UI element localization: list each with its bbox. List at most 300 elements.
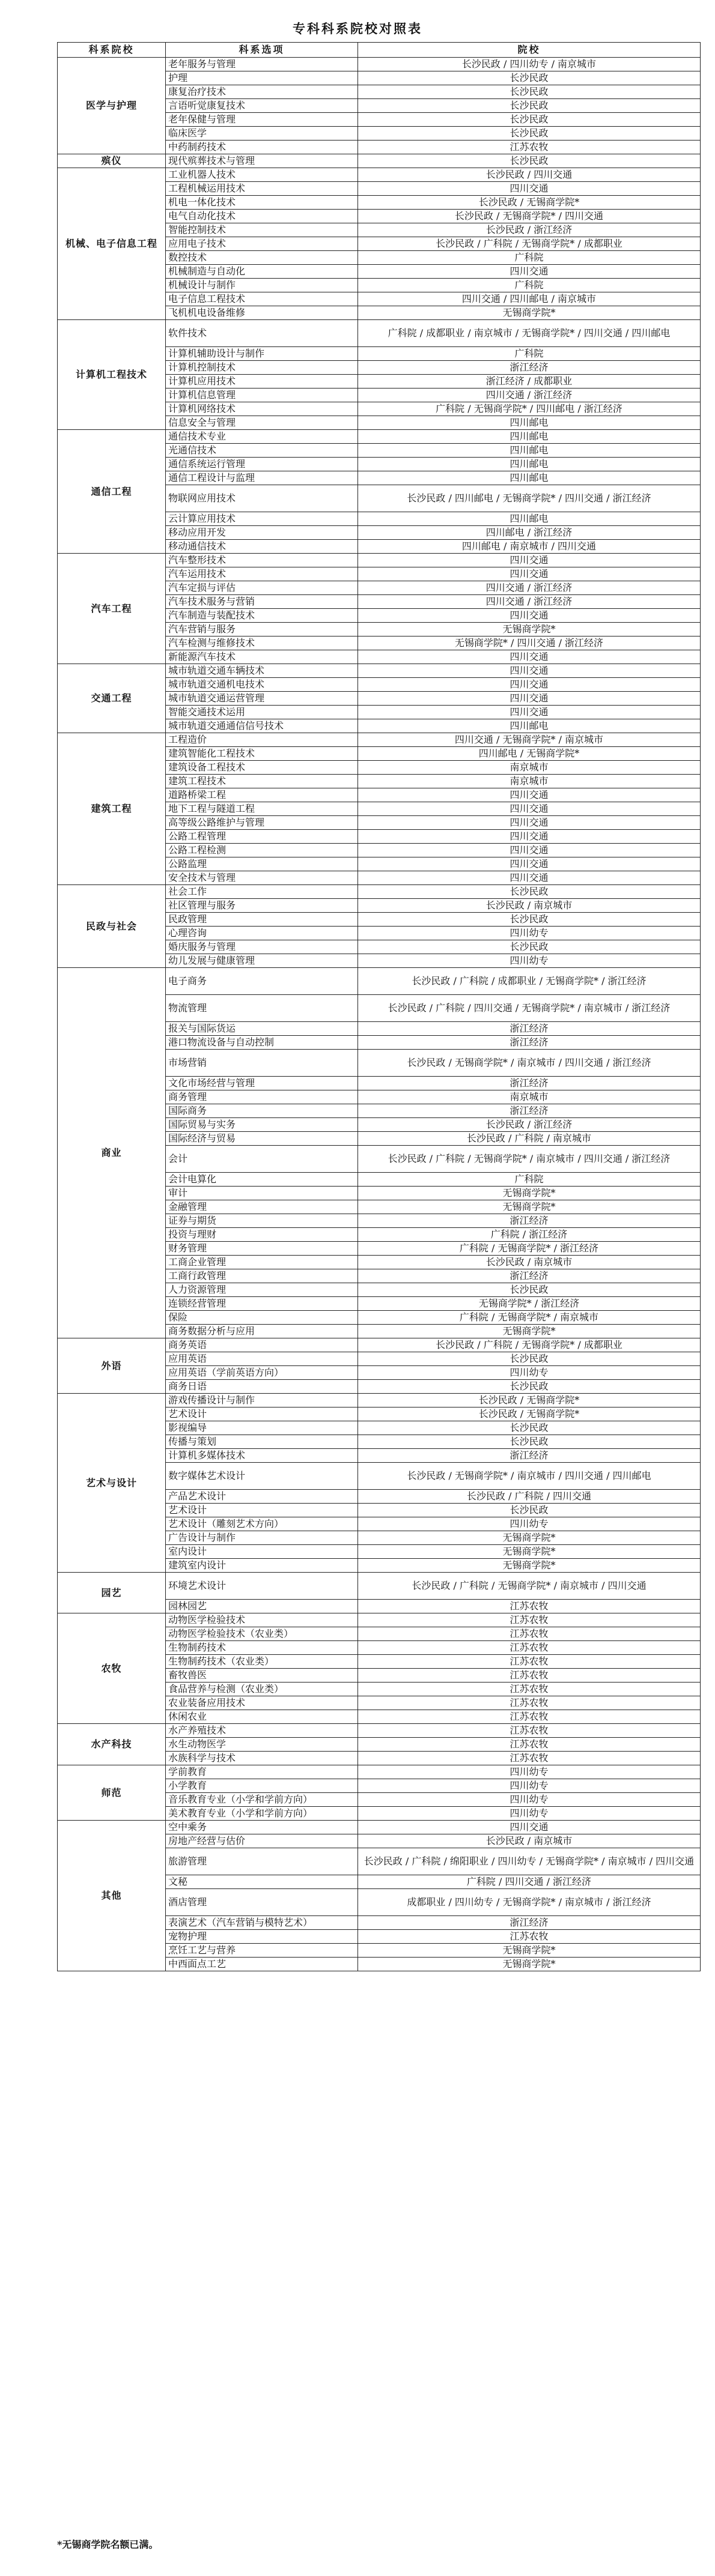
college-cell: 广科院 [358,279,701,292]
major-cell: 地下工程与隧道工程 [166,802,358,816]
college-cell: 长沙民政 / 四川幼专 / 南京城市 [358,58,701,71]
college-cell: 四川交通 [358,788,701,802]
college-cell: 四川交通 [358,265,701,279]
college-cell: 浙江经济 [358,1269,701,1283]
table-row [58,58,701,71]
college-cell: 长沙民政 [358,127,701,141]
major-cell: 工业机器人技术 [166,168,358,182]
college-cell: 四川交通 [358,182,701,196]
college-cell: 浙江经济 [358,1036,701,1050]
major-cell: 幼儿发展与健康管理 [166,954,358,968]
college-cell: 广科院 / 无锡商学院* / 四川邮电 / 浙江经济 [358,402,701,416]
table-row [58,1394,701,1407]
college-cell: 长沙民政 [358,1352,701,1366]
major-cell: 城市轨道交通机电技术 [166,678,358,692]
college-cell: 四川幼专 [358,1517,701,1531]
major-cell: 计算机信息管理 [166,389,358,402]
header-major: 科系选项 [166,43,358,58]
college-cell: 四川邮电 [358,416,701,430]
major-cell: 通信技术专业 [166,430,358,444]
college-cell: 四川交通 / 浙江经济 [358,389,701,402]
category-cell: 其他 [58,1821,166,1971]
major-cell: 农业装备应用技术 [166,1696,358,1710]
major-cell: 高等级公路维护与管理 [166,816,358,830]
college-cell: 无锡商学院* / 四川交通 / 浙江经济 [358,636,701,650]
college-cell: 长沙民政 / 无锡商学院* / 南京城市 / 四川交通 / 四川邮电 [358,1463,701,1490]
college-cell: 广科院 [358,251,701,265]
category-cell: 汽车工程 [58,554,166,664]
major-cell: 电子商务 [166,968,358,995]
major-cell: 建筑室内设计 [166,1559,358,1573]
major-cell: 机电一体化技术 [166,196,358,210]
college-cell: 浙江经济 [358,1022,701,1036]
major-cell: 建筑设备工程技术 [166,761,358,775]
major-cell: 水族科学与技术 [166,1752,358,1765]
college-cell: 长沙民政 [358,1435,701,1449]
major-cell: 宠物护理 [166,1930,358,1944]
major-cell: 智能交通技术运用 [166,706,358,719]
category-cell: 交通工程 [58,664,166,733]
college-cell: 广科院 [358,1173,701,1187]
major-cell: 中药制药技术 [166,141,358,154]
major-cell: 文化市场经营与管理 [166,1077,358,1090]
college-cell: 四川交通 [358,664,701,678]
major-cell: 康复治疗技术 [166,85,358,99]
college-cell: 江苏农牧 [358,1724,701,1738]
major-cell: 汽车制造与装配技术 [166,609,358,623]
major-cell: 汽车运用技术 [166,567,358,581]
major-cell: 小学教育 [166,1779,358,1793]
table-row [58,430,701,444]
college-cell: 无锡商学院* [358,1545,701,1559]
college-cell: 四川交通 / 浙江经济 [358,581,701,595]
major-cell: 畜牧兽医 [166,1669,358,1683]
category-cell: 计算机工程技术 [58,320,166,430]
college-cell: 四川交通 [358,802,701,816]
major-cell: 物流管理 [166,995,358,1022]
college-cell: 无锡商学院* [358,1325,701,1338]
major-cell: 公路监理 [166,857,358,871]
college-cell: 长沙民政 / 广科院 / 四川交通 [358,1490,701,1504]
major-cell: 表演艺术（汽车营销与模特艺术） [166,1916,358,1930]
major-cell: 计算机应用技术 [166,375,358,389]
major-cell: 新能源汽车技术 [166,650,358,664]
college-cell: 浙江经济 / 成都职业 [358,375,701,389]
major-cell: 金融管理 [166,1200,358,1214]
college-cell: 无锡商学院* [358,1944,701,1958]
college-cell: 四川交通 / 浙江经济 [358,595,701,609]
college-cell: 广科院 / 四川交通 / 浙江经济 [358,1875,701,1889]
category-cell: 民政与社会 [58,885,166,968]
major-cell: 学前教育 [166,1765,358,1779]
major-cell: 临床医学 [166,127,358,141]
college-cell: 四川交通 [358,567,701,581]
major-cell: 证券与期货 [166,1214,358,1228]
major-cell: 城市轨道交通通信信号技术 [166,719,358,733]
major-cell: 计算机网络技术 [166,402,358,416]
major-cell: 机械制造与自动化 [166,265,358,279]
college-cell: 南京城市 [358,775,701,788]
college-cell: 长沙民政 [358,85,701,99]
college-cell: 广科院 / 浙江经济 [358,1228,701,1242]
table-row [58,885,701,899]
college-cell: 四川交通 / 四川邮电 / 南京城市 [358,292,701,306]
major-cell: 计算机多媒体技术 [166,1449,358,1463]
major-cell: 水生动物医学 [166,1738,358,1752]
college-cell: 四川邮电 [358,719,701,733]
major-cell: 应用英语 [166,1352,358,1366]
college-cell: 长沙民政 / 南京城市 [358,899,701,913]
college-cell: 南京城市 [358,761,701,775]
major-cell: 城市轨道交通运营管理 [166,692,358,706]
table-row [58,733,701,747]
category-cell: 医学与护理 [58,58,166,154]
table-row [58,664,701,678]
college-cell: 江苏农牧 [358,1627,701,1641]
table-row [58,320,701,347]
major-cell: 老年保健与管理 [166,113,358,127]
category-cell: 机械、电子信息工程 [58,168,166,320]
college-cell: 长沙民政 [358,71,701,85]
major-cell: 中西面点工艺 [166,1958,358,1971]
footnote: *无锡商学院名额已满。 [57,2539,159,2550]
college-cell: 浙江经济 [358,1077,701,1090]
college-cell: 广科院 / 无锡商学院* / 浙江经济 [358,1242,701,1256]
major-cell: 生物制药技术（农业类） [166,1655,358,1669]
college-cell: 江苏农牧 [358,1641,701,1655]
college-cell: 无锡商学院* [358,1200,701,1214]
major-cell: 计算机控制技术 [166,361,358,375]
major-cell: 汽车整形技术 [166,554,358,567]
major-cell: 市场营销 [166,1050,358,1077]
major-cell: 动物医学检验技术 [166,1613,358,1627]
major-cell: 智能控制技术 [166,223,358,237]
college-cell: 长沙民政 / 浙江经济 [358,1118,701,1132]
major-cell: 言语听觉康复技术 [166,99,358,113]
college-cell: 成都职业 / 四川幼专 / 无锡商学院* / 南京城市 / 浙江经济 [358,1889,701,1916]
major-cell: 国际贸易与实务 [166,1118,358,1132]
major-cell: 投资与理财 [166,1228,358,1242]
college-cell: 江苏农牧 [358,1752,701,1765]
college-cell: 长沙民政 [358,885,701,899]
major-cell: 老年服务与管理 [166,58,358,71]
college-cell: 长沙民政 / 无锡商学院* / 四川交通 [358,210,701,223]
college-cell: 广科院 / 无锡商学院* / 南京城市 [358,1311,701,1325]
college-cell: 四川交通 [358,706,701,719]
table-row [58,1338,701,1352]
major-cell: 会计电算化 [166,1173,358,1187]
college-cell: 江苏农牧 [358,1696,701,1710]
college-cell: 无锡商学院* [358,623,701,636]
college-cell: 四川交通 [358,857,701,871]
college-cell: 浙江经济 [358,1449,701,1463]
college-cell: 长沙民政 [358,913,701,927]
major-cell: 云计算应用技术 [166,512,358,526]
college-cell: 长沙民政 / 浙江经济 [358,223,701,237]
category-cell: 商业 [58,968,166,1338]
major-cell: 汽车营销与服务 [166,623,358,636]
college-cell: 四川交通 [358,871,701,885]
major-cell: 艺术设计 [166,1407,358,1421]
category-cell: 艺术与设计 [58,1394,166,1573]
page-title: 专科科系院校对照表 [293,21,422,36]
category-cell: 建筑工程 [58,733,166,885]
major-cell: 社区管理与服务 [166,899,358,913]
header-category: 科系院校 [58,43,166,58]
major-cell: 建筑工程技术 [166,775,358,788]
college-cell: 四川交通 / 无锡商学院* / 南京城市 [358,733,701,747]
college-cell: 长沙民政 [358,1421,701,1435]
college-cell: 无锡商学院* / 浙江经济 [358,1297,701,1311]
college-cell: 长沙民政 [358,154,701,168]
college-cell: 四川交通 [358,554,701,567]
major-cell: 文秘 [166,1875,358,1889]
major-cell: 烹饪工艺与营养 [166,1944,358,1958]
major-cell: 审计 [166,1187,358,1200]
major-cell: 机械设计与制作 [166,279,358,292]
major-cell: 公路工程检测 [166,844,358,857]
major-cell: 汽车检测与维修技术 [166,636,358,650]
college-cell: 长沙民政 / 四川邮电 / 无锡商学院* / 四川交通 / 浙江经济 [358,485,701,512]
major-cell: 广告设计与制作 [166,1531,358,1545]
major-cell: 婚庆服务与管理 [166,940,358,954]
major-cell: 计算机辅助设计与制作 [166,347,358,361]
category-cell: 水产科技 [58,1724,166,1765]
major-cell: 影视编导 [166,1421,358,1435]
major-cell: 现代殡葬技术与管理 [166,154,358,168]
category-cell: 外语 [58,1338,166,1394]
college-major-table [57,42,701,1971]
college-cell: 浙江经济 [358,1214,701,1228]
college-cell: 长沙民政 / 广科院 / 南京城市 [358,1132,701,1146]
major-cell: 数控技术 [166,251,358,265]
major-cell: 旅游管理 [166,1848,358,1875]
major-cell: 产品艺术设计 [166,1490,358,1504]
major-cell: 会计 [166,1146,358,1173]
major-cell: 音乐教育专业（小学和学前方向） [166,1793,358,1807]
college-cell: 四川邮电 [358,471,701,485]
major-cell: 社会工作 [166,885,358,899]
college-cell: 长沙民政 [358,1283,701,1297]
college-cell: 江苏农牧 [358,1669,701,1683]
major-cell: 安全技术与管理 [166,871,358,885]
major-cell: 房地产经营与估价 [166,1834,358,1848]
major-cell: 美术教育专业（小学和学前方向） [166,1807,358,1821]
major-cell: 室内设计 [166,1545,358,1559]
college-cell: 浙江经济 [358,1104,701,1118]
header-college: 院校 [358,43,701,58]
major-cell: 物联网应用技术 [166,485,358,512]
college-cell: 四川交通 [358,816,701,830]
college-cell: 长沙民政 / 南京城市 [358,1256,701,1269]
college-cell: 南京城市 [358,1090,701,1104]
category-cell: 农牧 [58,1613,166,1724]
college-cell: 四川幼专 [358,927,701,940]
major-cell: 商务管理 [166,1090,358,1104]
major-cell: 动物医学检验技术（农业类） [166,1627,358,1641]
category-cell: 园艺 [58,1573,166,1613]
college-cell: 长沙民政 [358,99,701,113]
major-cell: 国际商务 [166,1104,358,1118]
college-cell: 四川交通 [358,692,701,706]
college-cell: 四川邮电 [358,444,701,458]
college-cell: 长沙民政 / 无锡商学院* [358,1394,701,1407]
college-cell: 江苏农牧 [358,1655,701,1669]
major-cell: 水产养殖技术 [166,1724,358,1738]
major-cell: 连锁经营管理 [166,1297,358,1311]
college-cell: 浙江经济 [358,1916,701,1930]
major-cell: 心理咨询 [166,927,358,940]
major-cell: 汽车技术服务与营销 [166,595,358,609]
major-cell: 游戏传播设计与制作 [166,1394,358,1407]
college-cell: 长沙民政 / 南京城市 [358,1834,701,1848]
table-row [58,168,701,182]
college-cell: 长沙民政 [358,113,701,127]
major-cell: 道路桥梁工程 [166,788,358,802]
major-cell: 食品营养与检测（农业类） [166,1683,358,1696]
major-cell: 商务数据分析与应用 [166,1325,358,1338]
college-cell: 四川幼专 [358,1765,701,1779]
college-cell: 长沙民政 [358,1504,701,1517]
college-cell: 长沙民政 [358,1380,701,1394]
college-cell: 无锡商学院* [358,1559,701,1573]
college-cell: 四川幼专 [358,1366,701,1380]
major-cell: 财务管理 [166,1242,358,1256]
major-cell: 传播与策划 [166,1435,358,1449]
college-cell: 四川幼专 [358,954,701,968]
college-cell: 长沙民政 / 广科院 / 无锡商学院* / 南京城市 / 四川交通 [358,1573,701,1600]
table-row [58,154,701,168]
table-row [58,1765,701,1779]
college-cell: 四川幼专 [358,1793,701,1807]
college-cell: 长沙民政 / 广科院 / 绵阳职业 / 四川幼专 / 无锡商学院* / 南京城市 / 四川交通 [358,1848,701,1875]
college-cell: 四川幼专 [358,1807,701,1821]
major-cell: 光通信技术 [166,444,358,458]
major-cell: 护理 [166,71,358,85]
college-cell: 长沙民政 / 广科院 / 成都职业 / 无锡商学院* / 浙江经济 [358,968,701,995]
college-cell: 四川邮电 / 浙江经济 [358,526,701,540]
major-cell: 工商企业管理 [166,1256,358,1269]
major-cell: 应用英语（学前英语方向） [166,1366,358,1380]
category-cell: 师范 [58,1765,166,1821]
major-cell: 建筑智能化工程技术 [166,747,358,761]
major-cell: 生物制药技术 [166,1641,358,1655]
table-header-row [58,43,701,58]
college-cell: 长沙民政 / 广科院 / 四川交通 / 无锡商学院* / 南京城市 / 浙江经济 [358,995,701,1022]
college-cell: 无锡商学院* [358,1531,701,1545]
college-cell: 长沙民政 / 广科院 / 无锡商学院* / 成都职业 [358,1338,701,1352]
college-cell: 四川交通 [358,1821,701,1834]
college-cell: 四川交通 [358,609,701,623]
college-cell: 四川邮电 / 南京城市 / 四川交通 [358,540,701,554]
college-cell: 四川交通 [358,844,701,857]
major-cell: 休闲农业 [166,1710,358,1724]
major-cell: 电气自动化技术 [166,210,358,223]
category-cell: 殡仪 [58,154,166,168]
major-cell: 通信系统运行管理 [166,458,358,471]
major-cell: 移动应用开发 [166,526,358,540]
college-cell: 四川交通 [358,678,701,692]
college-cell: 江苏农牧 [358,1683,701,1696]
major-cell: 应用电子技术 [166,237,358,251]
college-cell: 四川幼专 [358,1779,701,1793]
major-cell: 保险 [166,1311,358,1325]
college-cell: 四川邮电 / 无锡商学院* [358,747,701,761]
major-cell: 艺术设计（雕刻艺术方向） [166,1517,358,1531]
college-cell: 四川邮电 [358,458,701,471]
table-row [58,1821,701,1834]
college-cell: 长沙民政 [358,940,701,954]
major-cell: 报关与国际货运 [166,1022,358,1036]
table-row [58,968,701,995]
major-cell: 通信工程设计与监理 [166,471,358,485]
major-cell: 港口物流设备与自动控制 [166,1036,358,1050]
college-cell: 四川邮电 [358,430,701,444]
college-cell: 无锡商学院* [358,1958,701,1971]
major-cell: 信息安全与管理 [166,416,358,430]
table-row [58,554,701,567]
college-cell: 长沙民政 / 无锡商学院* [358,196,701,210]
major-cell: 环境艺术设计 [166,1573,358,1600]
major-cell: 汽车定损与评估 [166,581,358,595]
college-cell: 江苏农牧 [358,1738,701,1752]
college-cell: 无锡商学院* [358,1187,701,1200]
college-cell: 无锡商学院* [358,306,701,320]
college-cell: 江苏农牧 [358,1600,701,1613]
college-cell: 江苏农牧 [358,141,701,154]
table-body [58,58,701,1971]
college-cell: 广科院 [358,347,701,361]
major-cell: 空中乘务 [166,1821,358,1834]
table-row [58,1613,701,1627]
major-cell: 商务日语 [166,1380,358,1394]
major-cell: 电子信息工程技术 [166,292,358,306]
major-cell: 工程机械运用技术 [166,182,358,196]
major-cell: 城市轨道交通车辆技术 [166,664,358,678]
major-cell: 软件技术 [166,320,358,347]
college-cell: 长沙民政 / 无锡商学院* / 南京城市 / 四川交通 / 浙江经济 [358,1050,701,1077]
table-row [58,1573,701,1600]
college-cell: 长沙民政 / 广科院 / 无锡商学院* / 南京城市 / 四川交通 / 浙江经济 [358,1146,701,1173]
major-cell: 人力资源管理 [166,1283,358,1297]
college-cell: 长沙民政 / 无锡商学院* [358,1407,701,1421]
college-cell: 浙江经济 [358,361,701,375]
major-cell: 移动通信技术 [166,540,358,554]
major-cell: 民政管理 [166,913,358,927]
college-cell: 四川交通 [358,650,701,664]
major-cell: 园林园艺 [166,1600,358,1613]
college-cell: 江苏农牧 [358,1613,701,1627]
college-cell: 四川交通 [358,830,701,844]
category-cell: 通信工程 [58,430,166,554]
major-cell: 飞机机电设备维修 [166,306,358,320]
major-cell: 公路工程管理 [166,830,358,844]
college-cell: 长沙民政 / 广科院 / 无锡商学院* / 成都职业 [358,237,701,251]
major-cell: 商务英语 [166,1338,358,1352]
college-cell: 江苏农牧 [358,1710,701,1724]
college-cell: 长沙民政 / 四川交通 [358,168,701,182]
major-cell: 数字媒体艺术设计 [166,1463,358,1490]
major-cell: 工程造价 [166,733,358,747]
college-cell: 四川邮电 [358,512,701,526]
college-cell: 江苏农牧 [358,1930,701,1944]
major-cell: 艺术设计 [166,1504,358,1517]
major-cell: 工商行政管理 [166,1269,358,1283]
table-row [58,1724,701,1738]
college-cell: 广科院 / 成都职业 / 南京城市 / 无锡商学院* / 四川交通 / 四川邮电 [358,320,701,347]
major-cell: 国际经济与贸易 [166,1132,358,1146]
major-cell: 酒店管理 [166,1889,358,1916]
